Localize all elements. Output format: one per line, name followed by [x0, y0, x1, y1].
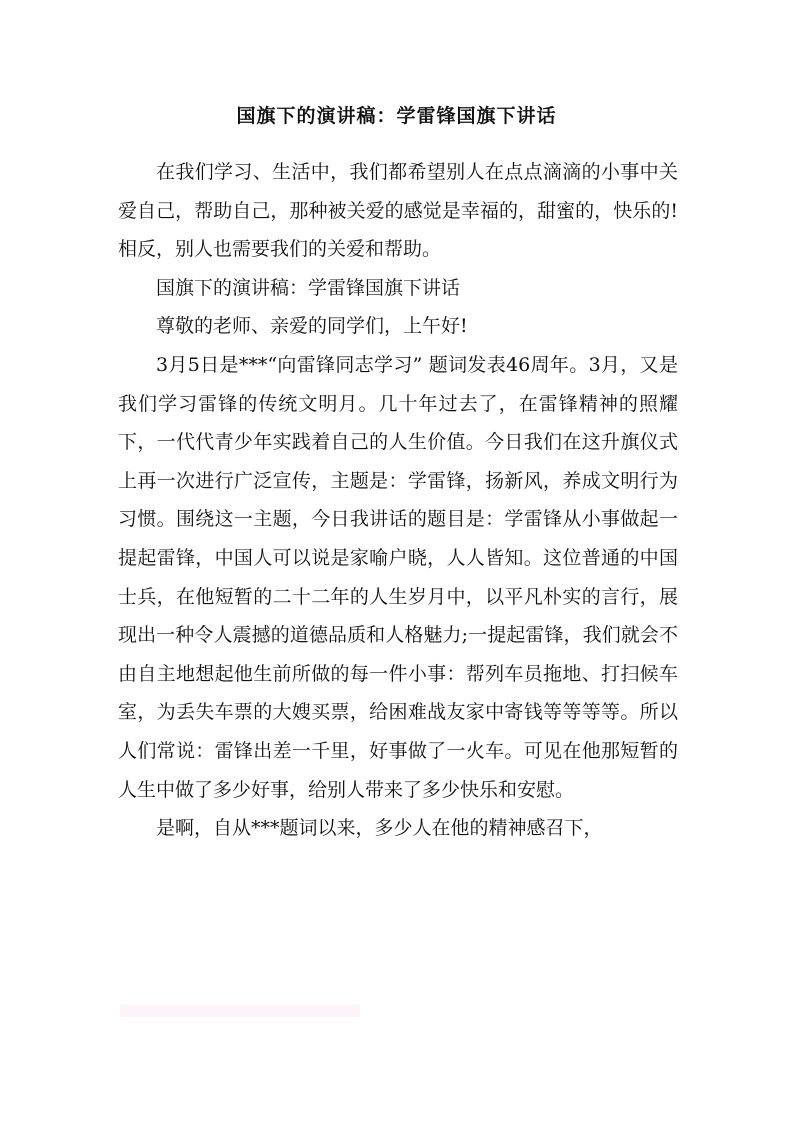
document-title: 国旗下的演讲稿：学雷锋国旗下讲话: [236, 105, 557, 127]
paragraph-greeting: 尊敬的老师、亲爱的同学们，上午好!: [156, 315, 468, 338]
paragraph-subtitle: 国旗下的演讲稿：学雷锋国旗下讲话: [156, 276, 461, 299]
faint-watermark: [120, 1005, 360, 1017]
paragraph-intro: 在我们学习、生活中，我们都希望别人在点点滴滴的小事中关爱自己，帮助自己，那种被关爱的感觉是幸福的，甜蜜的，快乐的!相反，别人也需要我们的关爱和帮助。: [118, 161, 678, 261]
paragraph-continuation: 是啊，自从***题词以来，多少人在他的精神感召下，: [156, 817, 603, 840]
paragraph-main: 3月5日是***“向雷锋同志学习” 题词发表46周年。3月，又是我们学习雷锋的传统文明月。几十年过去了，在雷锋精神的照耀下，一代代青少年实践着自己的人生价值。今日我们在这升旗仪式上再一次进行广泛宣传，主题是：学雷锋，扬新风，养成文明行为习惯。围绕这一主题，今日我讲话的题目是：学雷锋从小事做起一提起雷锋，中国人可以说是家喻户晓，人人皆知。这位普通的中国士兵，在他短暂的二十二年的人生岁月中，以平凡朴实的言行，展现出一种令人震撼的道德品质和人格魅力;一提起雷锋，我们就会不由自主地想起他生前所做的每一件小事：帮列车员拖地、打扫候车室，为丢失车票的大嫂买票，给困难战友家中寄钱等等等等。所以人们常说：雷锋出差一千里，好事做了一火车。可见在他那短暂的人生中做了多少好事，给别人带来了多少快乐和安慰。: [118, 353, 678, 801]
document-body: [118, 153, 678, 848]
